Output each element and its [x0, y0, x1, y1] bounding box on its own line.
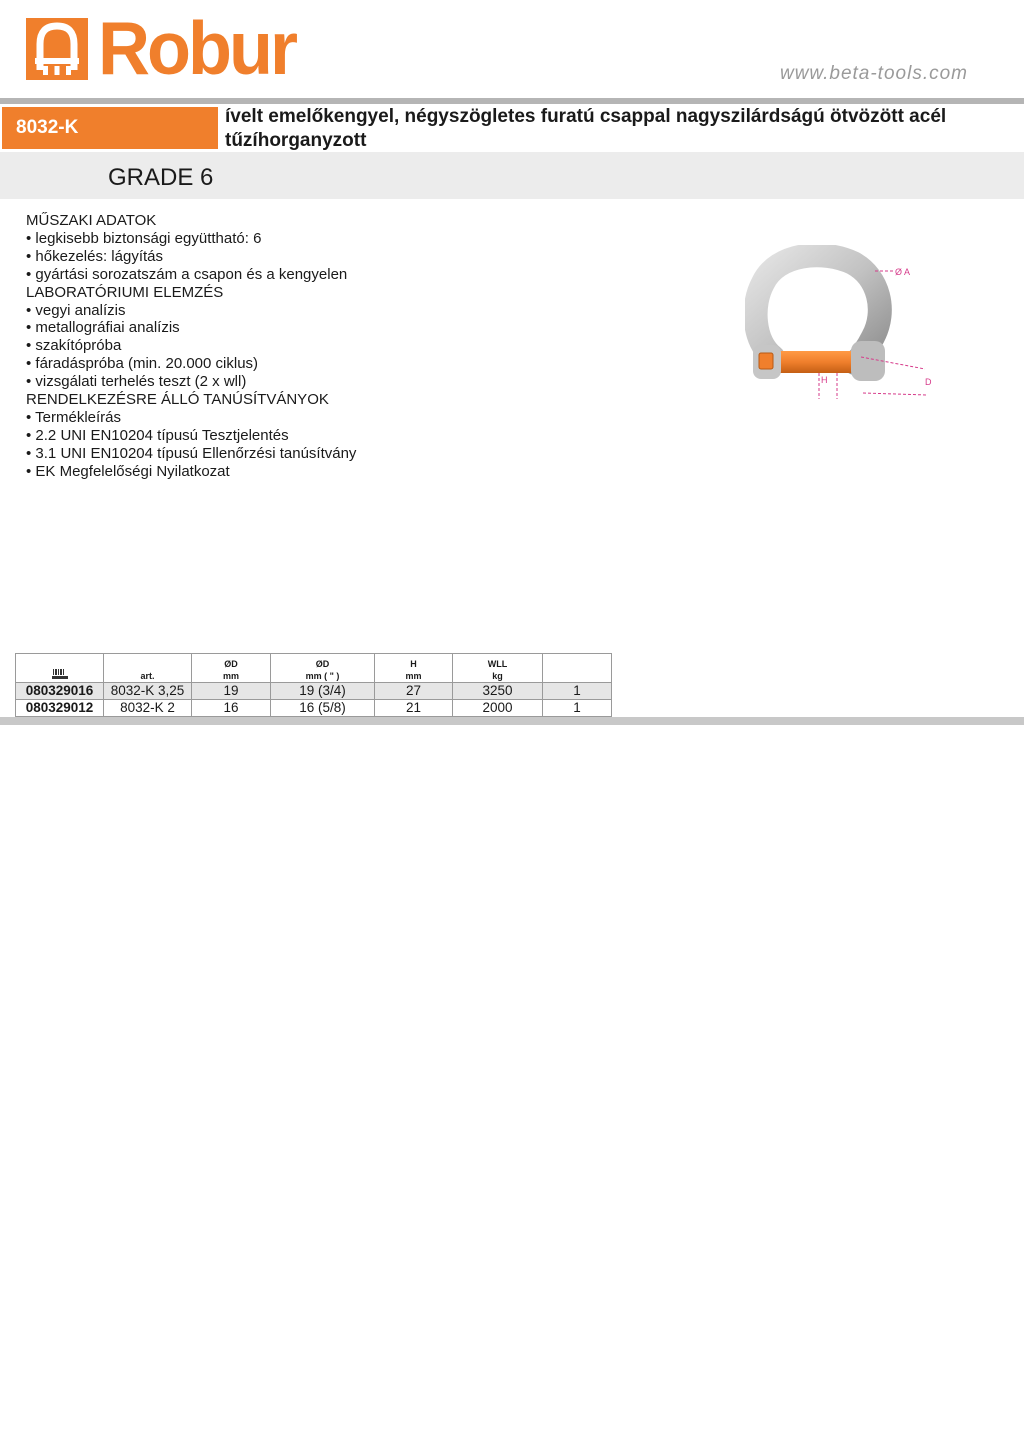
shackle-product-image [745, 245, 945, 405]
product-title [225, 105, 1015, 153]
brand-logo [26, 7, 295, 92]
cell-wll: 3250 [453, 683, 543, 700]
header-art: art. [104, 654, 192, 683]
product-title-line-2: tűzíhorganyzott [225, 130, 367, 151]
spec-line: • gyártási sorozatszám a csapon és a kengyelen [26, 265, 348, 283]
cell-art: 8032-K 2 [104, 700, 192, 717]
table-header-row [16, 654, 612, 683]
spec-line: • szakítópróba [26, 337, 122, 355]
spec-line: • 3.1 UNI EN10204 típusú Ellenőrzési tanúsítvány [26, 444, 357, 462]
diagram-label-h: H [821, 375, 828, 385]
diagram-label-d: D [925, 377, 932, 387]
cell-diameter-mm: 16 [192, 700, 271, 717]
cell-code: 080329016 [16, 683, 104, 700]
product-title-line-1: ívelt emelőkengyel, négyszögletes furatú csappal nagyszilárdságú ötvözött acél [225, 106, 947, 127]
header-qty [543, 654, 612, 683]
product-table [15, 653, 612, 717]
header-wll: WLL kg [453, 654, 543, 683]
table-row [16, 683, 612, 700]
brand-name: Robur [98, 7, 295, 92]
header-divider [0, 98, 1024, 104]
cell-diameter-inch: 16 (5/8) [271, 700, 375, 717]
spec-line: LABORATÓRIUMI ELEMZÉS [26, 283, 224, 301]
cell-diameter-mm: 19 [192, 683, 271, 700]
cell-qty: 1 [543, 700, 612, 717]
spec-line: • 2.2 UNI EN10204 típusú Tesztjelentés [26, 426, 289, 444]
diagram-label-a: Ø A [895, 267, 911, 277]
spec-line: • legkisebb biztonsági együttható: 6 [26, 229, 262, 247]
cell-art: 8032-K 3,25 [104, 683, 192, 700]
page-header [0, 0, 1024, 98]
cell-h: 21 [375, 700, 453, 717]
cell-h: 27 [375, 683, 453, 700]
spec-line: • vizsgálati terhelés teszt (2 x wll) [26, 373, 247, 391]
header-diameter-mm: ØD mm [192, 654, 271, 683]
spec-line: MŰSZAKI ADATOK [26, 212, 157, 229]
spec-line: • metallográfiai analízis [26, 319, 180, 337]
cell-qty: 1 [543, 683, 612, 700]
cell-code: 080329012 [16, 700, 104, 717]
website-link[interactable]: www.beta-tools.com [779, 63, 968, 84]
header-diameter-inch: ØD mm ( " ) [271, 654, 375, 683]
spec-line: • Termékleírás [26, 408, 122, 426]
grade-label: GRADE 6 [108, 164, 214, 191]
shackle-pin [773, 351, 859, 373]
barcode-icon [52, 668, 68, 680]
product-code-badge: 8032-K [2, 107, 218, 149]
spec-line: • fáradáspróba (min. 20.000 ciklus) [26, 355, 259, 373]
spec-line: • EK Megfelelőségi Nyilatkozat [26, 462, 230, 480]
spec-line: RENDELKEZÉSRE ÁLLÓ TANÚSÍTVÁNYOK [26, 391, 329, 409]
spec-line: • vegyi analízis [26, 301, 126, 319]
table-row [16, 700, 612, 717]
cell-wll: 2000 [453, 700, 543, 717]
footer-divider [0, 717, 1024, 725]
robur-logo-icon [26, 18, 88, 80]
header-h: H mm [375, 654, 453, 683]
cell-diameter-inch: 19 (3/4) [271, 683, 375, 700]
spec-line: • hőkezelés: lágyítás [26, 247, 163, 265]
grade-bar [0, 152, 1024, 199]
header-barcode [16, 654, 104, 683]
technical-specs [26, 212, 356, 481]
